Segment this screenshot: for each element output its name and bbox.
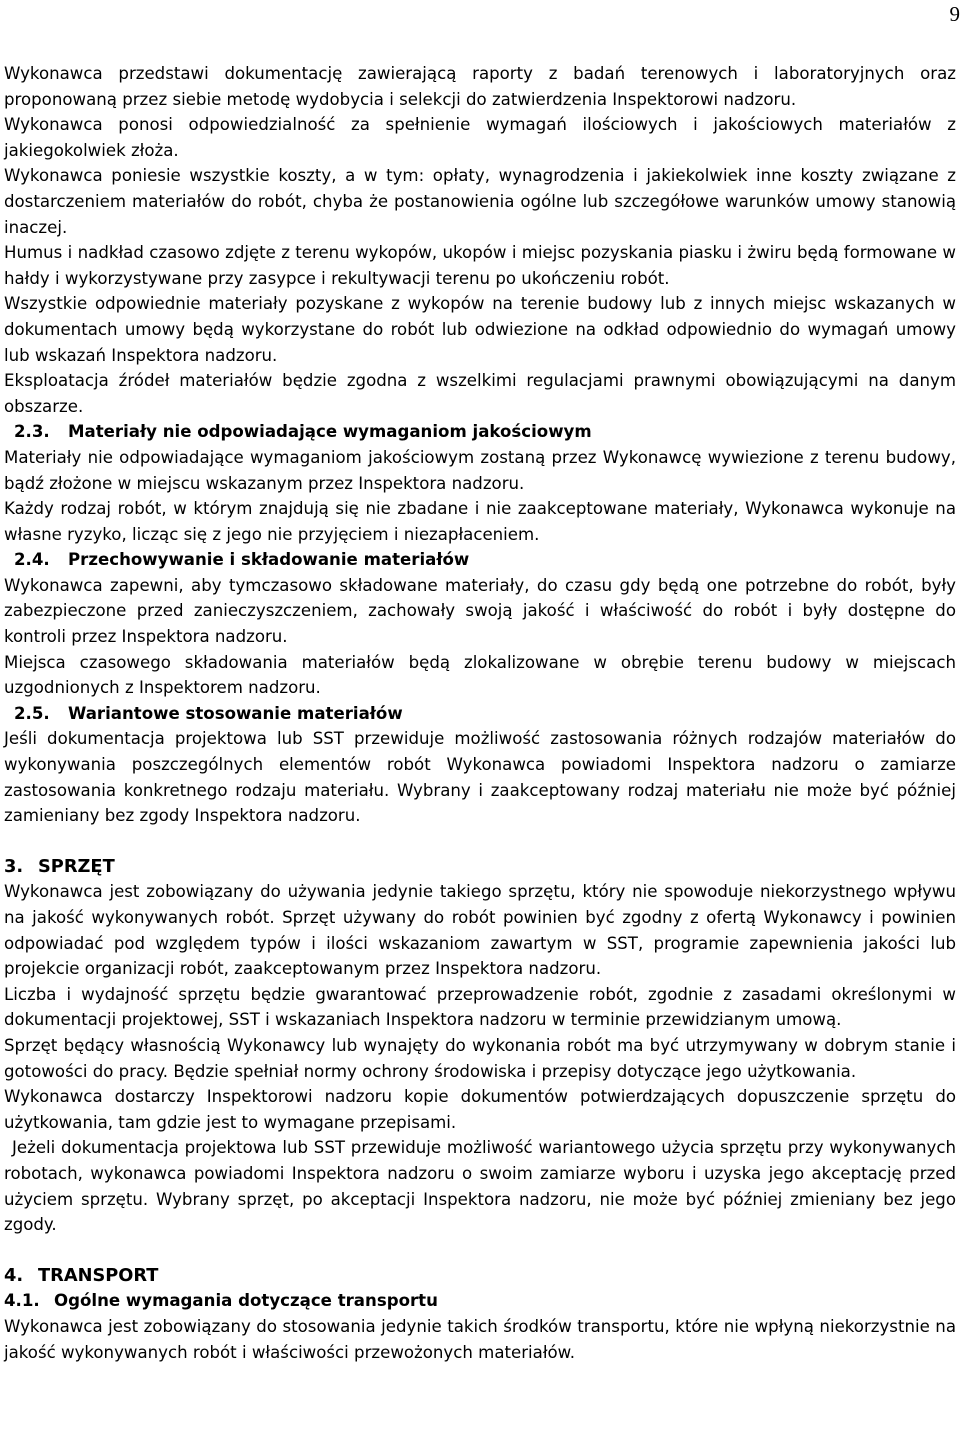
paragraph: Materiały nie odpowiadające wymaganiom jakościowym zostaną przez Wykonawcę wywiezione z terenu budowy, bądź złożone w miejscu wskazanym przez Inspektora nadzoru. <box>4 447 956 493</box>
paragraph: Wykonawca poniesie wszystkie koszty, a w tym: opłaty, wynagrodzenia i jakiekolwiek inne koszty związane z dostarczeniem materiałów do robót, chyba że postanowienia ogólne lub szczegółowe warunków umowy stanowią inaczej. <box>4 166 956 237</box>
section-heading-2-3 <box>4 419 956 445</box>
section-number: 2.4. <box>14 550 50 570</box>
paragraph: Liczba i wydajność sprzętu będzie gwarantować przeprowadzenie robót, zgodnie z zasadami określonymi w dokumentacji projektowej, SST i wskazaniach Inspektora nadzoru w terminie przewidzianym umową. <box>4 984 956 1030</box>
spacer <box>4 829 956 854</box>
section-title: SPRZĘT <box>38 855 115 877</box>
section-heading-2-5 <box>4 701 956 727</box>
section-heading-3 <box>4 854 956 880</box>
section-title: Materiały nie odpowiadające wymaganiom jakościowym <box>68 422 592 442</box>
paragraph: Humus i nadkład czasowo zdjęte z terenu wykopów, ukopów i miejsc pozyskania piasku i żwiru będą formowane w hałdy i wykorzystywane przy zasypce i rekultywacji terenu po ukończeniu robót. <box>4 243 956 288</box>
paragraph: Eksploatacja źródeł materiałów będzie zgodna z wszelkimi regulacjami prawnymi obowiązującymi na danym obszarze. <box>4 371 956 416</box>
section-heading-4 <box>4 1263 956 1289</box>
document-body <box>4 61 956 1365</box>
paragraph: Wykonawca przedstawi dokumentację zawierającą raporty z badań terenowych i laboratoryjnych oraz proponowaną przez siebie metodę wydobycia i selekcji do zatwierdzenia Inspektorowi nadzoru. <box>4 64 956 109</box>
paragraph: Wykonawca jest zobowiązany do stosowania jedynie takich środków transportu, które nie wpłyną niekorzystnie na jakość wykonywanych robót i właściwości przewożonych materiałów. <box>4 1316 956 1362</box>
spacer <box>4 1238 956 1263</box>
paragraph: Wykonawca dostarczy Inspektorowi nadzoru kopie dokumentów potwierdzających dopuszczenie sprzętu do użytkowania, tam gdzie jest to wymagane przepisami. <box>4 1087 956 1132</box>
section-number: 2.3. <box>14 422 50 442</box>
paragraph: Każdy rodzaj robót, w którym znajdują się nie zbadane i nie zaakceptowane materiały, Wykonawca wykonuje na własne ryzyko, licząc się z jego nie przyjęciem i niezapłaceniem. <box>4 499 956 544</box>
section-number: 4. <box>4 1264 24 1286</box>
section-title: TRANSPORT <box>38 1264 159 1286</box>
section-title: Ogólne wymagania dotyczące transportu <box>54 1291 438 1311</box>
section-title: Przechowywanie i składowanie materiałów <box>68 550 470 570</box>
section-number: 4.1. <box>4 1291 40 1311</box>
page-number: 9 <box>949 2 960 26</box>
section-number: 3. <box>4 855 24 877</box>
section-number: 2.5. <box>14 703 50 723</box>
section-heading-4-1 <box>4 1288 956 1314</box>
section-heading-2-4 <box>4 547 956 573</box>
paragraph: Miejsca czasowego składowania materiałów będą zlokalizowane w obrębie terenu budowy w miejscach uzgodnionych z Inspektorem nadzoru. <box>4 652 956 698</box>
paragraph: Wszystkie odpowiednie materiały pozyskane z wykopów na terenie budowy lub z innych miejsc wskazanych w dokumentach umowy będą wykorzystane do robót lub odwiezione na odkład odpowiednio do wymagań umowy lub wskazań Inspektora nadzoru. <box>4 294 956 365</box>
paragraph: Wykonawca ponosi odpowiedzialność za spełnienie wymagań ilościowych i jakościowych materiałów z jakiegokolwiek złoża. <box>4 115 956 160</box>
paragraph: Jeśli dokumentacja projektowa lub SST przewiduje możliwość zastosowania różnych rodzajów materiałów do wykonywania poszczególnych elementów robót Wykonawca powiadomi Inspektora nadzoru o zamiarze zastosowania konkretnego rodzaju materiału. Wybrany i zaakceptowany rodzaj materiału nie może być później zamieniany bez zgody Inspektora nadzoru. <box>4 729 956 826</box>
paragraph: Wykonawca jest zobowiązany do używania jedynie takiego sprzętu, który nie spowoduje niekorzystnego wpływu na jakość wykonywanych robót. Sprzęt używany do robót powinien być zgodny z ofertą Wykonawcy i powinien odpowiadać pod względem typów i ilości wskazaniom zawartym w SST, programie zapewnienia jakości lub projekcie organizacji robót, zaakceptowanym przez Inspektora nadzoru. <box>4 882 956 979</box>
section-title: Wariantowe stosowanie materiałów <box>68 703 403 723</box>
paragraph: Wykonawca zapewni, aby tymczasowo składowane materiały, do czasu gdy będą one potrzebne do robót, były zabezpieczone przed zanieczyszczeniem, zachowały swoją jakość i właściwość do robót i były dostępne do kontroli przez Inspektora nadzoru. <box>4 575 956 647</box>
paragraph: Jeżeli dokumentacja projektowa lub SST przewiduje możliwość wariantowego użycia sprzętu przy wykonywanych robotach, wykonawca powiadomi Inspektora nadzoru o swoim zamiarze wyboru i uzyska jego akceptację przed użyciem sprzętu. Wybrany sprzęt, po akceptacji Inspektora nadzoru, nie może być później zmieniany bez jego zgody. <box>4 1138 956 1235</box>
paragraph: Sprzęt będący własnością Wykonawcy lub wynajęty do wykonania robót ma być utrzymywany w dobrym stanie i gotowości do pracy. Będzie spełniał normy ochrony środowiska i przepisy dotyczące jego użytkowania. <box>4 1035 956 1081</box>
